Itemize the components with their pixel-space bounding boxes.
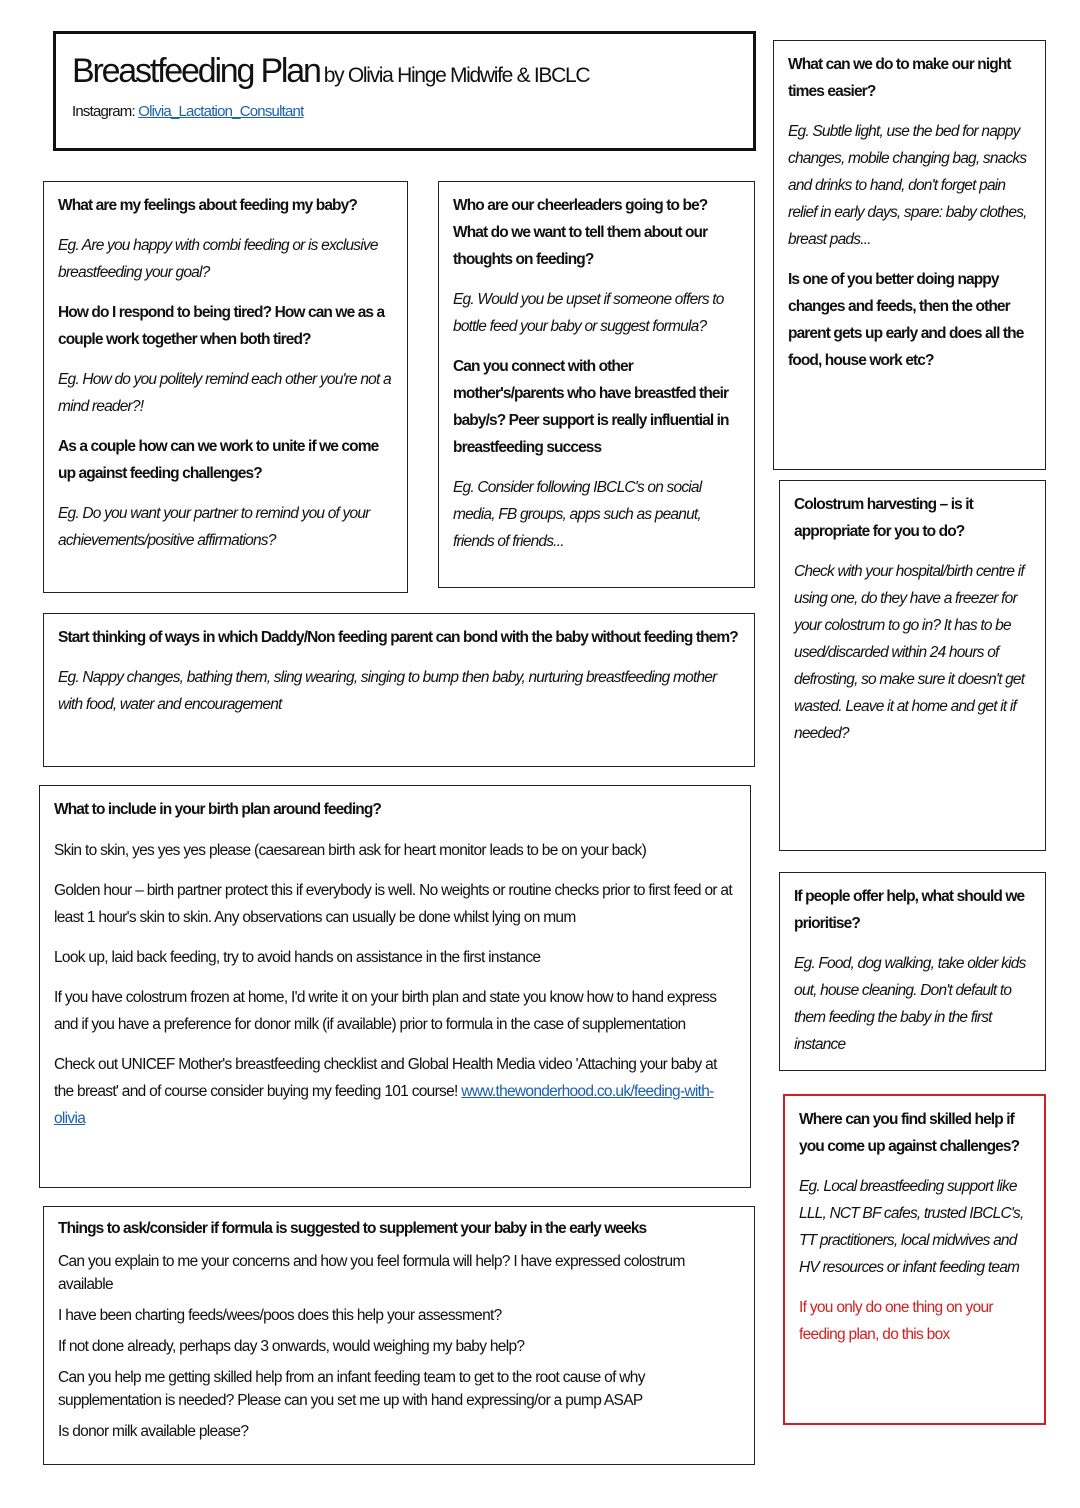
cheerleaders-question: Who are our cheerleaders going to be? What do we want to tell them about our thoughts on feeding? bbox=[453, 197, 708, 268]
course-link[interactable]: www.thewonderhood.co.uk/feeding-with-olivia bbox=[54, 1083, 714, 1127]
night-example: Eg. Subtle light, use the bed for nappy changes, mobile changing bag, snacks and drinks to hand, don't forget pain relief in early days, spare: baby clothes, breast pads... bbox=[788, 123, 1027, 248]
night-times-box bbox=[773, 40, 1046, 470]
help-box bbox=[779, 872, 1046, 1071]
feelings-example: Eg. Are you happy with combi feeding or is exclusive breastfeeding your goal? bbox=[58, 237, 378, 281]
birth-plan-item: Look up, laid back feeding, try to avoid hands on assistance in the first instance bbox=[54, 949, 541, 966]
help-example: Eg. Food, dog walking, take older kids out, house cleaning. Don't default to them feeding the baby in the first instance bbox=[794, 955, 1026, 1053]
formula-item: Can you explain to me your concerns and how you feel formula will help? I have expressed colostrum available bbox=[58, 1253, 685, 1293]
skilled-help-note: If you only do one thing on your feeding plan, do this box bbox=[799, 1299, 993, 1343]
cheerleaders-example: Eg. Would you be upset if someone offers to bottle feed your baby or suggest formula? bbox=[453, 291, 724, 335]
birth-plan-question: What to include in your birth plan around feeding? bbox=[54, 801, 381, 818]
skilled-help-question: Where can you find skilled help if you come up against challenges? bbox=[799, 1111, 1020, 1155]
formula-item: I have been charting feeds/wees/poos does this help your assessment? bbox=[58, 1307, 502, 1324]
colostrum-box bbox=[779, 480, 1046, 851]
skilled-help-box bbox=[783, 1094, 1046, 1425]
formula-question: Things to ask/consider if formula is suggested to supplement your baby in the early weeks bbox=[58, 1220, 647, 1237]
feelings-box bbox=[43, 181, 408, 593]
formula-item: Is donor milk available please? bbox=[58, 1423, 249, 1440]
course-text: Check out UNICEF Mother's breastfeeding checklist and Global Health Media video 'Attaching your baby at the breast' and of course consider buying my feeding 101 course! bbox=[54, 1056, 717, 1100]
birth-plan-item: If you have colostrum frozen at home, I'd write it on your birth plan and state you know how to hand express and if you have a preference for donor milk (if available) prior to formula in the case of supplementation bbox=[54, 989, 717, 1033]
formula-item: Can you help me getting skilled help from an infant feeding team to get to the root cause of why supplementation is needed? Please can you set me up with hand expressing/or a pump ASAP bbox=[58, 1369, 645, 1409]
page-title: Breastfeeding Plan bbox=[72, 52, 320, 90]
birth-plan-item: Skin to skin, yes yes yes please (caesarean birth ask for heart monitor leads to be on your back) bbox=[54, 842, 647, 859]
nappy-question: Is one of you better doing nappy changes and feeds, then the other parent gets up early and does all the food, house work etc? bbox=[788, 271, 1024, 369]
birth-plan-box bbox=[39, 785, 751, 1188]
bonding-question: Start thinking of ways in which Daddy/Non feeding parent can bond with the baby without feeding them? bbox=[58, 629, 738, 646]
title-line bbox=[72, 52, 737, 91]
title-box bbox=[53, 31, 756, 151]
bonding-example: Eg. Nappy changes, bathing them, sling wearing, singing to bump then baby, nurturing breastfeeding mother with food, water and encouragement bbox=[58, 669, 717, 713]
tired-question: How do I respond to being tired? How can we as a couple work together when both tired? bbox=[58, 304, 385, 348]
instagram-line bbox=[72, 103, 737, 120]
byline: by Olivia Hinge Midwife & IBCLC bbox=[323, 64, 590, 87]
night-question: What can we do to make our night times easier? bbox=[788, 56, 1011, 100]
instagram-label: Instagram: bbox=[72, 103, 135, 120]
challenges-question: As a couple how can we work to unite if we come up against feeding challenges? bbox=[58, 438, 379, 482]
birth-plan-item: Golden hour – birth partner protect this if everybody is well. No weights or routine checks prior to first feed or at least 1 hour's skin to skin. Any observations can usually be done whilst lying on mum bbox=[54, 882, 732, 926]
instagram-link[interactable]: Olivia_Lactation_Consultant bbox=[138, 103, 304, 120]
peer-support-question: Can you connect with other mother's/parents who have breastfed their baby/s? Peer support is really influential in breastfeeding success bbox=[453, 358, 729, 456]
colostrum-question: Colostrum harvesting – is it appropriate for you to do? bbox=[794, 496, 973, 540]
feelings-question: What are my feelings about feeding my baby? bbox=[58, 197, 357, 214]
challenges-example: Eg. Do you want your partner to remind you of your achievements/positive affirmations? bbox=[58, 505, 370, 549]
bonding-box bbox=[43, 613, 755, 767]
cheerleaders-box bbox=[438, 181, 755, 588]
formula-box bbox=[43, 1206, 755, 1465]
colostrum-example: Check with your hospital/birth centre if using one, do they have a freezer for your colostrum to go in? It has to be used/discarded within 24 hours of defrosting, so make sure it doesn't get wasted. Leave it at home and get it if needed? bbox=[794, 563, 1025, 742]
tired-example: Eg. How do you politely remind each other you're not a mind reader?! bbox=[58, 371, 391, 415]
birth-plan-item-course bbox=[54, 1051, 736, 1132]
peer-support-example: Eg. Consider following IBCLC's on social media, FB groups, apps such as peanut, friends of friends... bbox=[453, 479, 702, 550]
formula-item: If not done already, perhaps day 3 onwards, would weighing my baby help? bbox=[58, 1338, 525, 1355]
help-question: If people offer help, what should we prioritise? bbox=[794, 888, 1025, 932]
skilled-help-example: Eg. Local breastfeeding support like LLL, NCT BF cafes, trusted IBCLC's, TT practitioners, local midwives and HV resources or infant feeding team bbox=[799, 1178, 1024, 1276]
